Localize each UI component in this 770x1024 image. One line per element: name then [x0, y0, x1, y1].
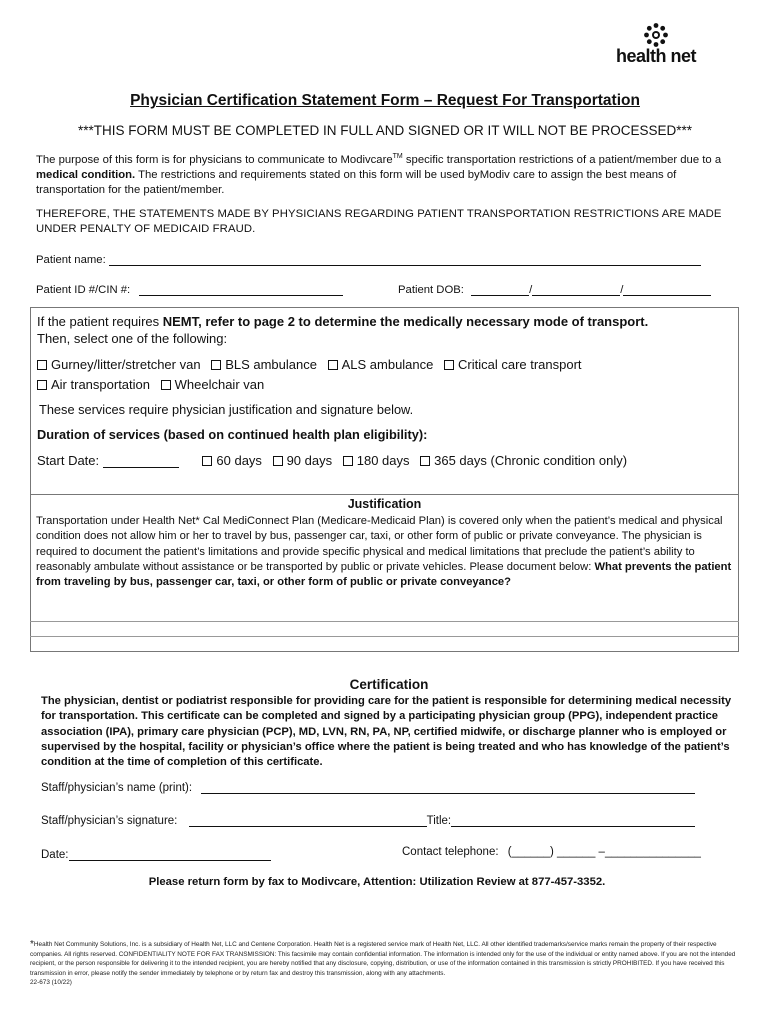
title-label: Title: — [426, 815, 452, 827]
start-date-row — [37, 453, 634, 468]
certification-text: The physician, dentist or podiatrist responsible for providing care for the patient is responsible for determining medical necessity for transportation. This certificate can be completed and signed by a participating physician group (PPG), independent practice association (IPA), primary care physician (PCP), MD, LVN, RN, PA, NP, certified midwife, or discharge planner who is employed or supervised by the hospital, facility or physician’s office where the patient is being treated and who has knowledge of the patient’s condition at the time of completion of this certificate. — [41, 695, 732, 769]
patient-id-row — [36, 283, 343, 296]
duration-365-days[interactable]: 365 days (Chronic condition only) — [420, 453, 627, 468]
transport-options-row-1 — [37, 357, 589, 372]
purpose-paragraph: The purpose of this form is for physicians to communicate to Modivcare™ specific transportation restrictions of a patient/member due to a medical condition. The restrictions and requirements stated on this form will be used byModiv care to assign the best means of transportation for the patient/member. — [36, 153, 722, 196]
footer-disclaimer: *Health Net Community Solutions, Inc. is a subsidiary of Health Net, LLC and Centene Corporation. Health Net is a registered service mark of Health Net, LLC. All other identified trademarks/service marks remain the property of their respective companies. All rights reserved. CONFIDENTIALITY NOTE FOR FAX TRANSMISSION: This facsimile may contain confidential information. The information is intended only for the use of the individual or entity named above. If you are not the intended recipient, or the person responsible for delivering it to the intended recipient, you are hereby notified that any disclosure, copying, distribution, or use of the information contained in this transmission is strictly PROHIBITED. If you have received this transmission in error, please notify the sender immediately by telephone or by return fax and destroy this transmission, along with any attachments. 22-673 (10/22) — [30, 939, 736, 987]
form-code: 22-673 (10/22) — [30, 979, 72, 987]
duration-60-days[interactable]: 60 days — [202, 453, 262, 468]
phone-label: Contact telephone: — [402, 846, 499, 858]
justification-heading: Justification — [347, 497, 422, 511]
checkbox[interactable] — [202, 456, 212, 466]
patient-id-label: Patient ID #/CIN #: — [36, 284, 131, 296]
patient-name-row — [36, 253, 701, 266]
nemt-prompt: If the patient requires NEMT, refer to page 2 to determine the medically necessary mode of transport. Then, select one of the following: — [37, 314, 649, 346]
duration-180-days[interactable]: 180 days — [343, 453, 410, 468]
start-date-label: Start Date: — [37, 453, 100, 468]
duration-90-days[interactable]: 90 days — [273, 453, 333, 468]
health-net-logo — [606, 22, 706, 67]
start-date-field[interactable] — [103, 455, 179, 468]
justification-text: Transportation under Health Net* Cal MediConnect Plan (Medicare-Medicaid Plan) is covered only when the patient’s medical and physical condition does not allow him or her to travel by bus, passenger car, taxi, or other form of public or private conveyance. The physician is required to document the patient’s limitations and provide specific physical and medical limitations that preclude the patient’s ability to reasonably ambulate without assistance or be transported by public or private vehicles. Please document below: What prevents the patient from traveling by bus, passenger car, taxi, or other form of public or private conveyance? — [36, 515, 732, 589]
patient-dob-label: Patient DOB: — [398, 284, 464, 296]
dob-day-field[interactable] — [532, 283, 620, 296]
date-row — [41, 848, 271, 861]
certification-heading: Certification — [349, 677, 429, 692]
checkbox[interactable] — [273, 456, 283, 466]
option-wheelchair-van[interactable]: Wheelchair van — [161, 377, 265, 392]
checkbox[interactable] — [343, 456, 353, 466]
checkbox[interactable] — [37, 360, 47, 370]
brand-name: health net — [615, 46, 696, 66]
staff-name-row — [41, 781, 695, 794]
option-gurney-van[interactable]: Gurney/litter/stretcher van — [37, 357, 201, 372]
staff-name-field[interactable] — [201, 781, 695, 794]
patient-dob-row: Patient DOB: / / — [398, 283, 711, 296]
signature-label: Staff/physician’s signature: — [41, 815, 178, 827]
option-critical-care[interactable]: Critical care transport — [444, 357, 582, 372]
checkbox[interactable] — [211, 360, 221, 370]
justification-line-2[interactable] — [30, 636, 739, 637]
duration-label: Duration of services (based on continued health plan eligibility): — [37, 427, 428, 442]
checkbox[interactable] — [37, 380, 47, 390]
completion-warning: ***THIS FORM MUST BE COMPLETED IN FULL AND SIGNED OR IT WILL NOT BE PROCESSED*** — [77, 123, 693, 138]
health-net-logo-icon — [643, 22, 669, 48]
fraud-statement: THEREFORE, THE STATEMENTS MADE BY PHYSICIANS REGARDING PATIENT TRANSPORTATION RESTRICTIONS ARE MADE UNDER PENALTY OF MEDICAID FRAUD. — [36, 208, 722, 235]
checkbox[interactable] — [420, 456, 430, 466]
phone-field[interactable]: (______) ______ –_______________ — [507, 846, 701, 858]
dob-month-field[interactable] — [471, 283, 529, 296]
title-field[interactable] — [451, 814, 695, 827]
patient-name-field[interactable] — [109, 253, 701, 266]
services-note: These services require physician justification and signature below. — [39, 402, 414, 417]
option-air-transportation[interactable]: Air transportation — [37, 377, 150, 392]
signature-field[interactable] — [189, 814, 427, 827]
checkbox[interactable] — [328, 360, 338, 370]
signature-row — [41, 814, 695, 827]
checkbox[interactable] — [161, 380, 171, 390]
dob-year-field[interactable] — [623, 283, 711, 296]
checkbox[interactable] — [444, 360, 454, 370]
option-bls-ambulance[interactable]: BLS ambulance — [211, 357, 317, 372]
option-als-ambulance[interactable]: ALS ambulance — [328, 357, 434, 372]
contact-telephone-row — [402, 846, 701, 858]
date-label: Date: — [41, 849, 69, 861]
form-title: Physician Certification Statement Form – Request For Transportation — [130, 92, 640, 109]
transport-options-row-2 — [37, 377, 271, 392]
date-field[interactable] — [69, 848, 271, 861]
staff-name-label: Staff/physician’s name (print): — [41, 782, 193, 794]
justification-line-1[interactable] — [30, 621, 739, 622]
patient-id-field[interactable] — [139, 283, 343, 296]
patient-name-label: Patient name: — [36, 254, 106, 266]
return-fax-note: Please return form by fax to Modivcare, Attention: Utilization Review at 877-457-3352. — [148, 876, 606, 888]
